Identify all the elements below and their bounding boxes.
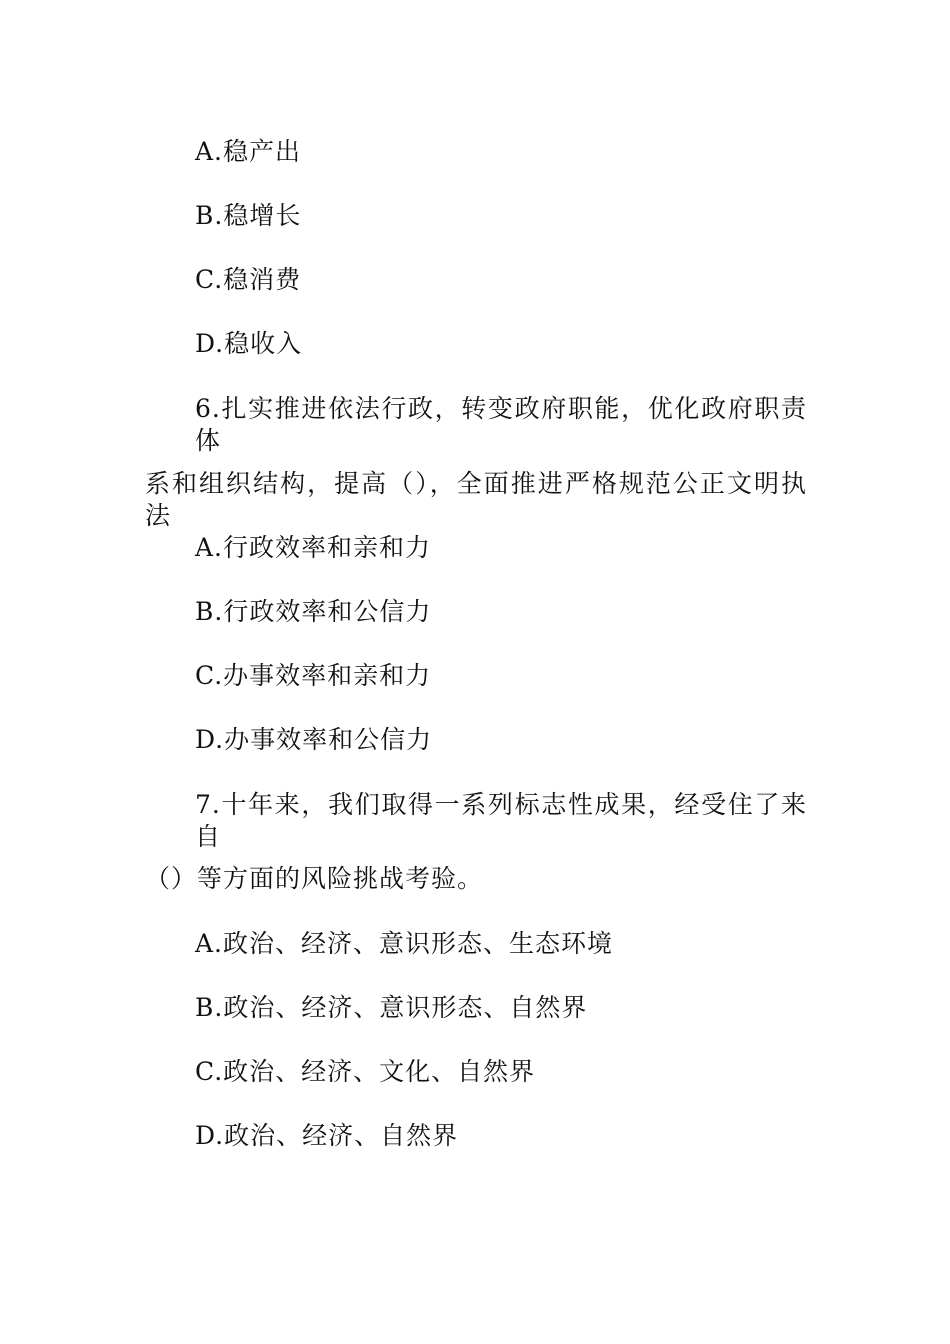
option-d: D.稳收入 [195,329,303,358]
option-a: A.稳产出 [195,137,302,166]
option-c: C.政治、经济、文化、自然界 [195,1057,536,1086]
option-c: C.办事效率和亲和力 [195,661,432,690]
option-d: D.政治、经济、自然界 [195,1121,459,1150]
question-stem: 6.扎实推进依法行政，转变政府职能，优化政府职责体 [195,394,807,455]
option-d: D.办事效率和公信力 [195,725,433,754]
option-b: B.政治、经济、意识形态、自然界 [195,993,588,1022]
option-b: B.行政效率和公信力 [195,597,432,626]
question-stem-continued: 系和组织结构，提高（），全面推进严格规范公正文明执法 [145,469,807,530]
question-stem: 7.十年来，我们取得一系列标志性成果，经受住了来自 [195,790,807,851]
option-a: A.政治、经济、意识形态、生态环境 [195,929,614,958]
option-c: C.稳消费 [195,265,302,294]
question-stem-continued: （）等方面的风险挑战考验。 [145,864,484,893]
option-b: B.稳增长 [195,201,302,230]
option-a: A.行政效率和亲和力 [195,533,432,562]
